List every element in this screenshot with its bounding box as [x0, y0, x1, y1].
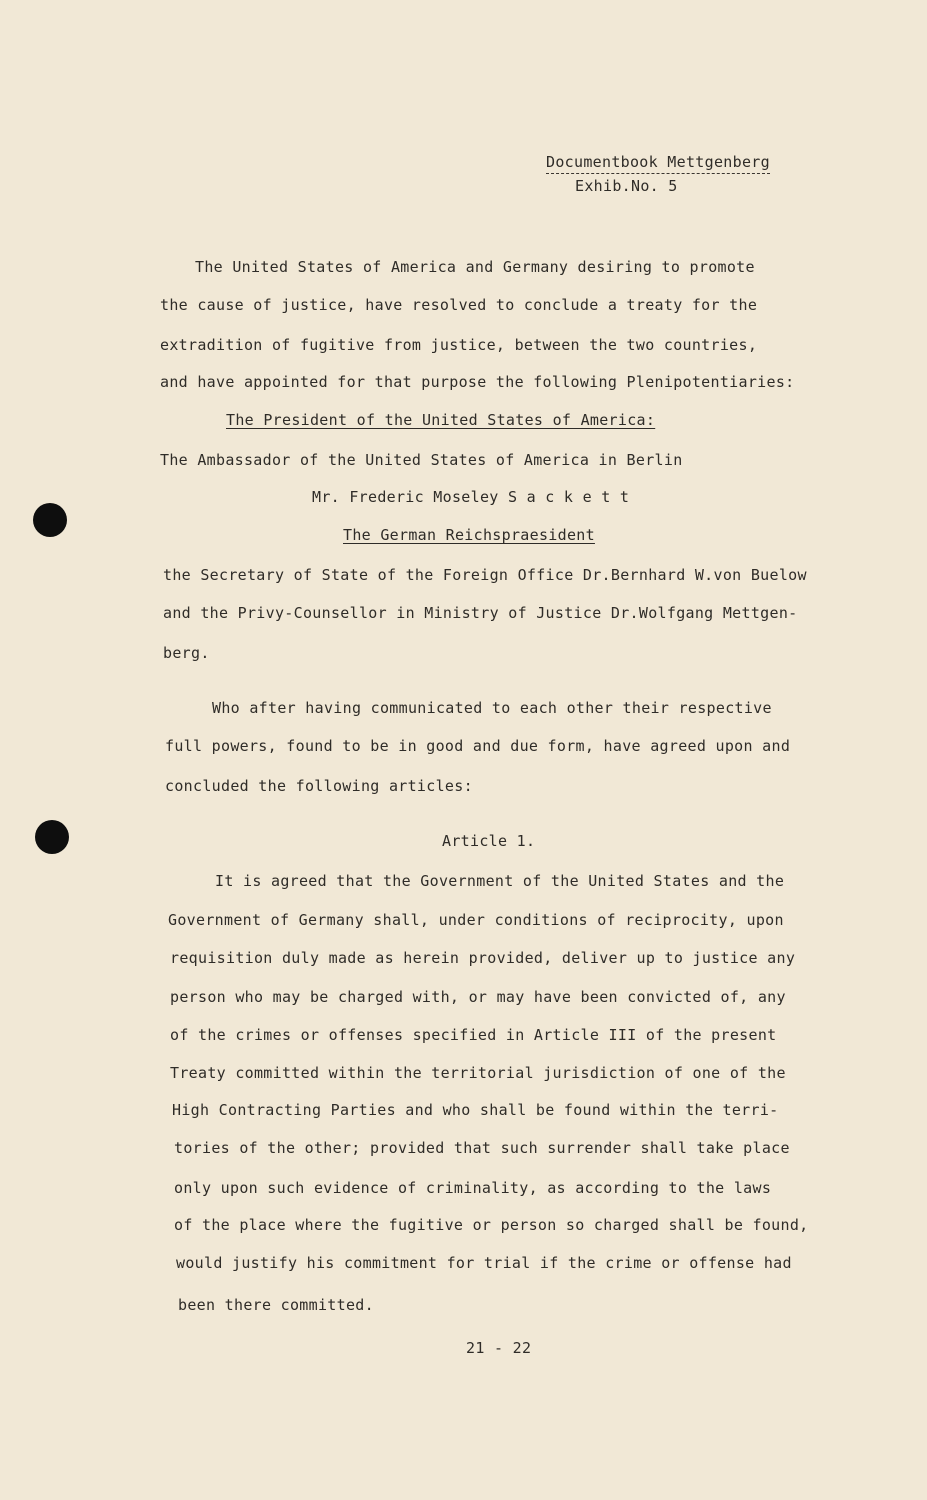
- preamble-line: extradition of fugitive from justice, between the two countries,: [160, 336, 758, 354]
- punch-hole-upper: [33, 503, 67, 537]
- article-line: High Contracting Parties and who shall be found within the terri-: [172, 1101, 779, 1119]
- document-book-label: Documentbook Mettgenberg: [546, 152, 770, 174]
- powers-line: Who after having communicated to each other their respective: [212, 699, 772, 717]
- preamble-line: The United States of America and Germany desiring to promote: [195, 258, 755, 276]
- article-line: would justify his commitment for trial if the crime or offense had: [176, 1254, 792, 1272]
- punch-hole-lower: [35, 820, 69, 854]
- article-line: of the crimes or offenses specified in Article III of the present: [170, 1026, 777, 1044]
- article-line: of the place where the fugitive or person so charged shall be found,: [174, 1216, 809, 1234]
- article-line: only upon such evidence of criminality, as according to the laws: [174, 1179, 772, 1197]
- us-delegate-line: The Ambassador of the United States of America in Berlin: [160, 451, 683, 469]
- us-plenipotentiary-heading: The President of the United States of America:: [226, 411, 656, 429]
- article-heading: Article 1.: [442, 832, 536, 850]
- article-line: requisition duly made as herein provided, deliver up to justice any: [170, 949, 796, 967]
- page-number: 21 - 22: [466, 1339, 532, 1357]
- powers-line: concluded the following articles:: [165, 777, 473, 795]
- preamble-line: and have appointed for that purpose the following Plenipotentiaries:: [160, 373, 795, 391]
- german-delegate-line: berg.: [163, 644, 210, 662]
- german-delegate-line: and the Privy-Counsellor in Ministry of Justice Dr.Wolfgang Mettgen-: [163, 604, 798, 622]
- exhibit-number: Exhib.No. 5: [575, 177, 678, 195]
- german-delegate-line: the Secretary of State of the Foreign Office Dr.Bernhard W.von Buelow: [163, 566, 807, 584]
- powers-line: full powers, found to be in good and due form, have agreed upon and: [165, 737, 791, 755]
- article-line: person who may be charged with, or may have been convicted of, any: [170, 988, 786, 1006]
- article-line: Government of Germany shall, under conditions of reciprocity, upon: [168, 911, 784, 929]
- article-line: It is agreed that the Government of the United States and the: [215, 872, 785, 890]
- us-delegate-line: Mr. Frederic Moseley S a c k e t t: [312, 488, 630, 506]
- article-line: Treaty committed within the territorial jurisdiction of one of the: [170, 1064, 786, 1082]
- german-plenipotentiary-heading: The German Reichspraesident: [343, 526, 595, 544]
- preamble-line: the cause of justice, have resolved to conclude a treaty for the: [160, 296, 758, 314]
- article-line: been there committed.: [178, 1296, 374, 1314]
- article-line: tories of the other; provided that such surrender shall take place: [174, 1139, 790, 1157]
